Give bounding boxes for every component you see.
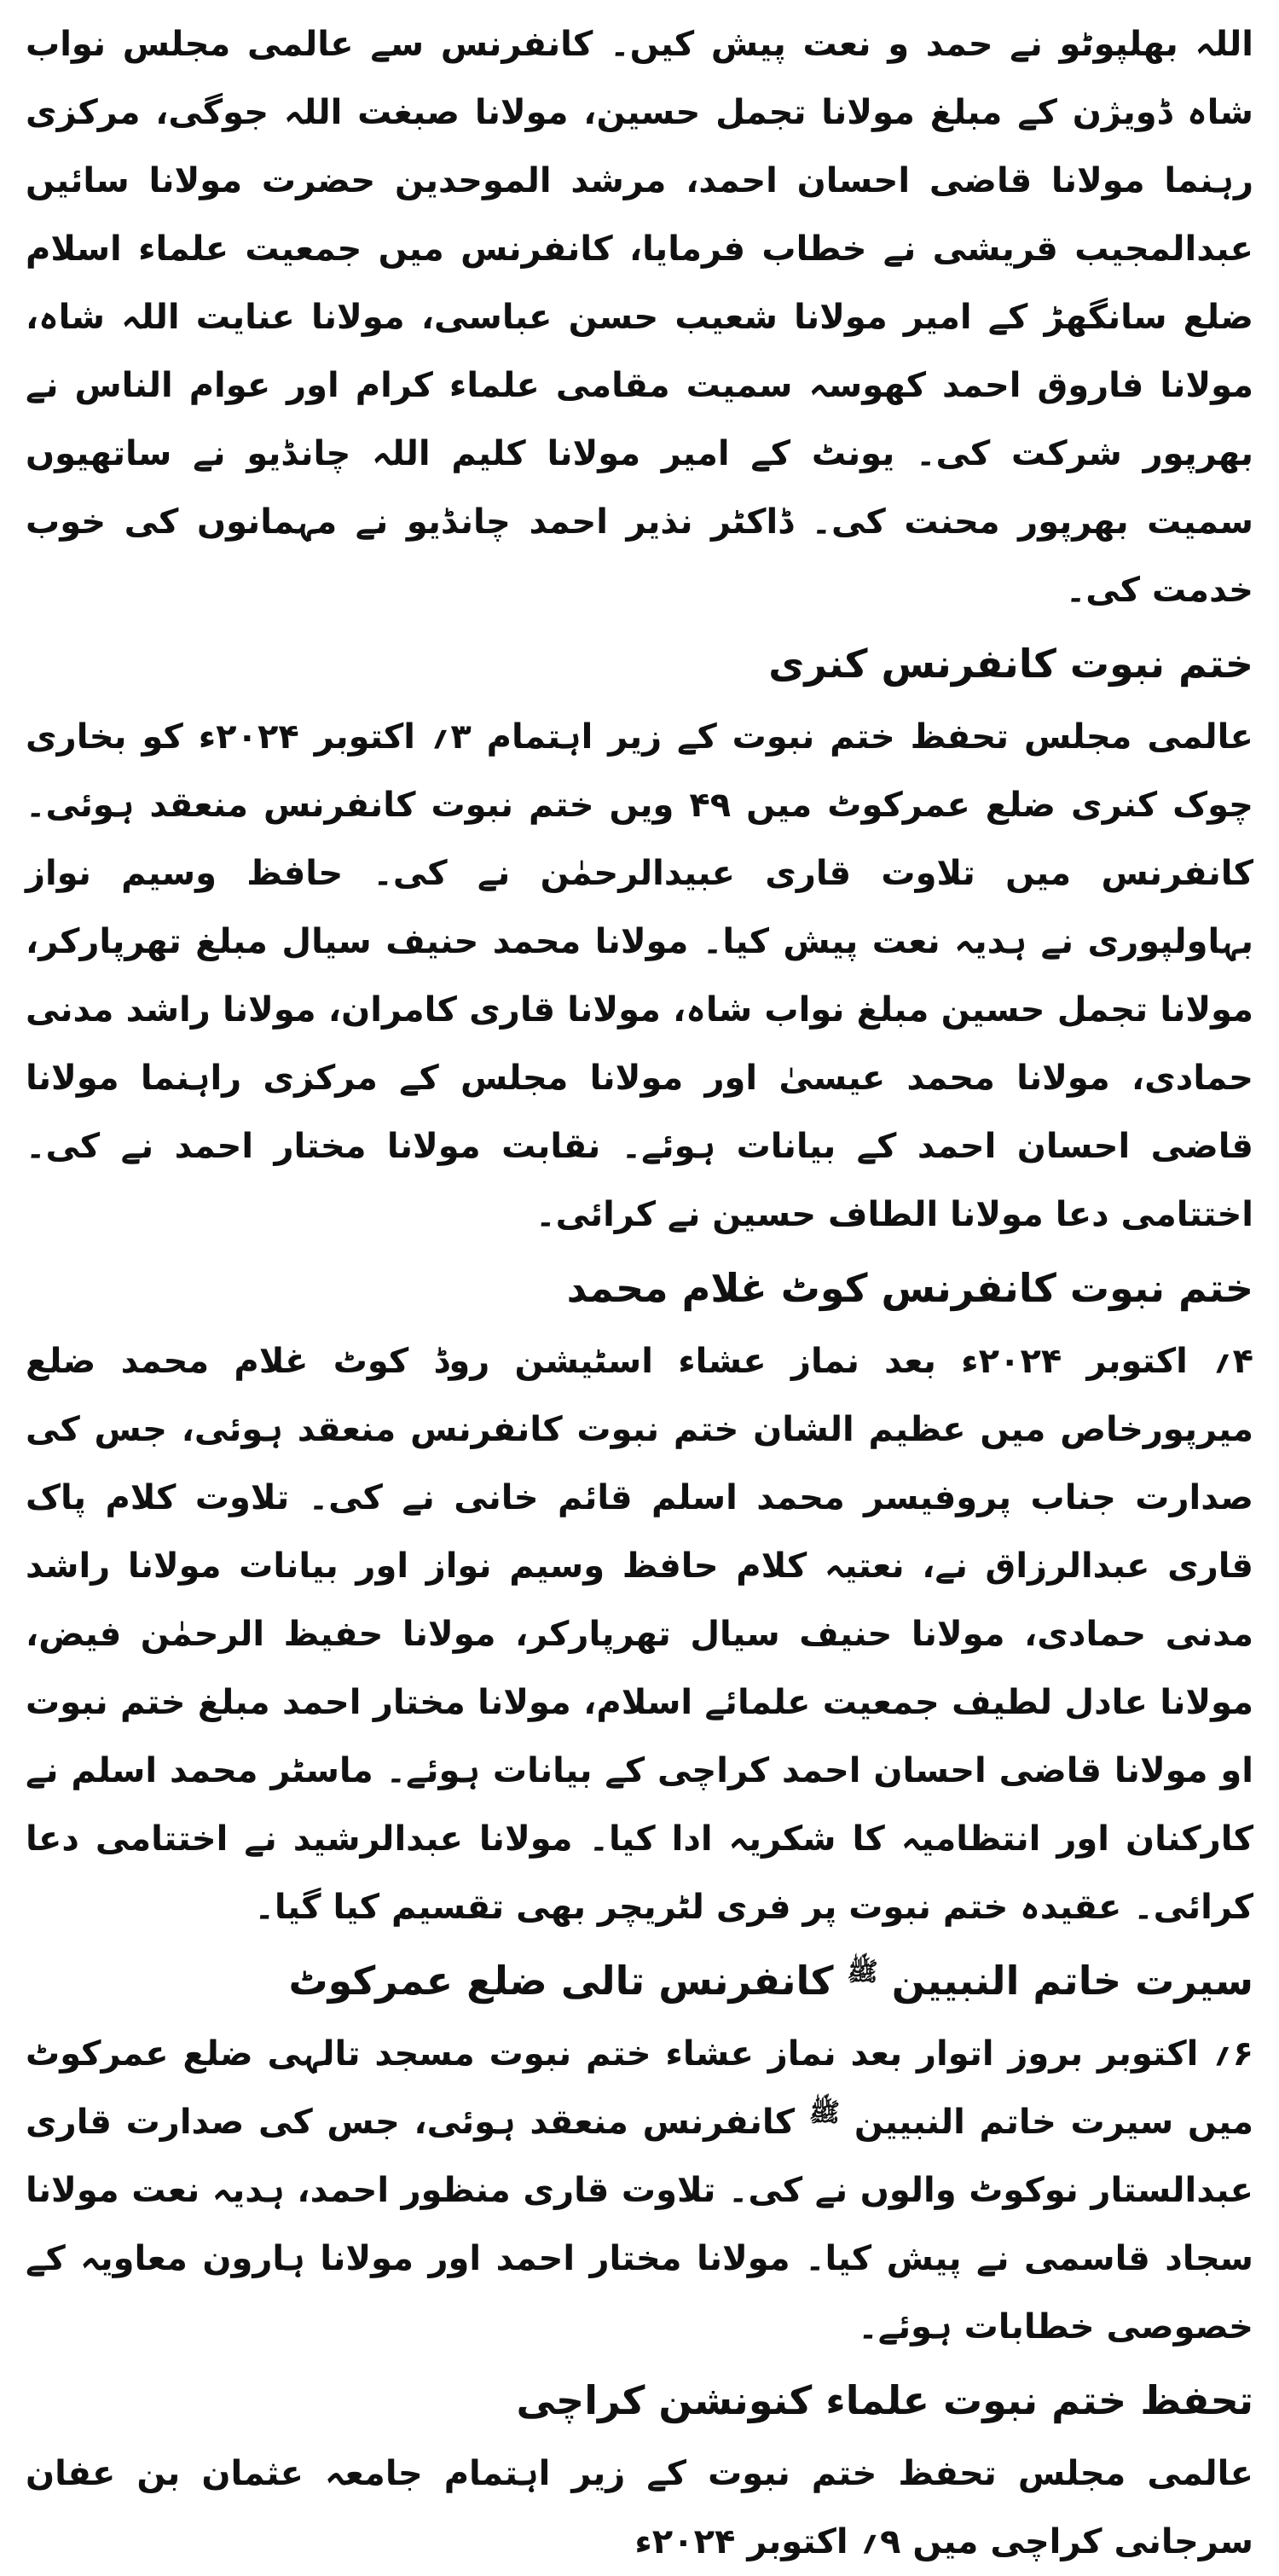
section-heading-seerat-conference <box>26 1941 1253 2020</box>
paragraph-text-start: ۶؍ اکتوبر بروز اتوار بعد نماز عشاء ختم نبوت مسجد تالہی ضلع عمرکوٹ میں سیرت خاتم النبیین <box>26 2034 1253 2142</box>
section-heading-ulema-convention: تحفظ ختم نبوت علماء کنونشن کراچی <box>516 2377 1253 2423</box>
salutation-seal-icon: ﷺ <box>847 1957 878 1987</box>
section-paragraph-ulema-convention: عالمی مجلس تحفظ ختم نبوت کے زیر اہتمام جامعہ عثمان بن عفان سرجانی کراچی میں ۹؍ اکتوبر ۲۰۲۴ء <box>26 2454 1253 2561</box>
heading-text-start: سیرت خاتم النبیین <box>891 1958 1253 2004</box>
salutation-seal-icon-inline: ﷺ <box>808 2097 841 2128</box>
section-heading-kunri: ختم نبوت کانفرنس کنری <box>768 641 1253 687</box>
paragraph-text-end: کانفرنس منعقد ہوئی، جس کی صدارت قاری عبدالستار نوکوٹ والوں نے کی۔ تلاوت قاری منظور احمد، ہدیہ نعت مولانا سجاد قاسمی نے پیش کیا۔ مولانا مختار احمد اور مولانا ہارون معاویہ کے خصوصی خطابات ہوئے۔ <box>26 2103 1253 2347</box>
section-heading-kot-ghulam-muhammad: ختم نبوت کانفرنس کوٹ غلام محمد <box>566 1265 1253 1311</box>
section-paragraph-seerat-conference <box>26 2020 1253 2361</box>
section-paragraph-kot-ghulam-muhammad: ۴؍ اکتوبر ۲۰۲۴ء بعد نماز عشاء اسٹیشن روڈ کوٹ غلام محمد ضلع میرپورخاص میں عظیم الشان ختم نبوت کانفرنس منعقد ہوئی، جس کی صدارت جناب پروفیسر محمد اسلم قائم خانی نے کی۔ تلاوت کلام پاک قاری عبدالرزاق نے، نعتیہ کلام حافظ وسیم نواز اور بیانات مولانا راشد مدنی حمادی، مولانا حنیف سیال تھرپارکر، مولانا حفیظ الرحمٰن فیض، مولانا عادل لطیف جمعیت علمائے اسلام، مولانا مختار احمد مبلغ ختم نبوت او مولانا قاضی احسان احمد کراچی کے بیانات ہوئے۔ ماسٹر محمد اسلم نے کارکنان اور انتظامیہ کا شکریہ ادا کیا۔ مولانا عبدالرشید نے اختتامی دعا کرائی۔ عقیدہ ختم نبوت پر فری لٹریچر بھی تقسیم کیا گیا۔ <box>26 1342 1253 1927</box>
heading-text-end: کانفرنس تالی ضلع عمرکوٹ <box>288 1958 834 2004</box>
section-paragraph-kunri: عالمی مجلس تحفظ ختم نبوت کے زیر اہتمام ۳؍ اکتوبر ۲۰۲۴ء کو بخاری چوک کنری ضلع عمرکوٹ میں ۴۹ ویں ختم نبوت کانفرنس منعقد ہوئی۔ کانفرنس میں تلاوت قاری عبیدالرحمٰن نے کی۔ حافظ وسیم نواز بہاولپوری نے ہدیہ نعت پیش کیا۔ مولانا محمد حنیف سیال مبلغ تھرپارکر، مولانا تجمل حسین مبلغ نواب شاہ، مولانا قاری کامران، مولانا راشد مدنی حمادی، مولانا محمد عیسیٰ اور مولانا مجلس کے مرکزی راہنما مولانا قاضی احسان احمد کے بیانات ہوئے۔ نقابت مولانا مختار احمد نے کی۔ اختتامی دعا مولانا الطاف حسین نے کرائی۔ <box>26 717 1254 1234</box>
intro-paragraph: اللہ بھلپوٹو نے حمد و نعت پیش کیں۔ کانفرنس سے عالمی مجلس نواب شاہ ڈویژن کے مبلغ مولانا تجمل حسین، مولانا صبغت اللہ جوگی، مرکزی رہنما مولانا قاضی احسان احمد، مرشد الموحدین حضرت مولانا سائیں عبدالمجیب قریشی نے خطاب فرمایا، کانفرنس میں جمعیت علماء اسلام ضلع سانگھڑ کے امیر مولانا شعیب حسن عباسی، مولانا عنایت اللہ شاہ، مولانا فاروق احمد کھوسہ سمیت مقامی علماء کرام اور عوام الناس نے بھرپور شرکت کی۔ یونٹ کے امیر مولانا کلیم اللہ چانڈیو نے ساتھیوں سمیت بھرپور محنت کی۔ ڈاکٹر نذیر احمد چانڈیو نے مہمانوں کی خوب خدمت کی۔ <box>26 25 1253 610</box>
